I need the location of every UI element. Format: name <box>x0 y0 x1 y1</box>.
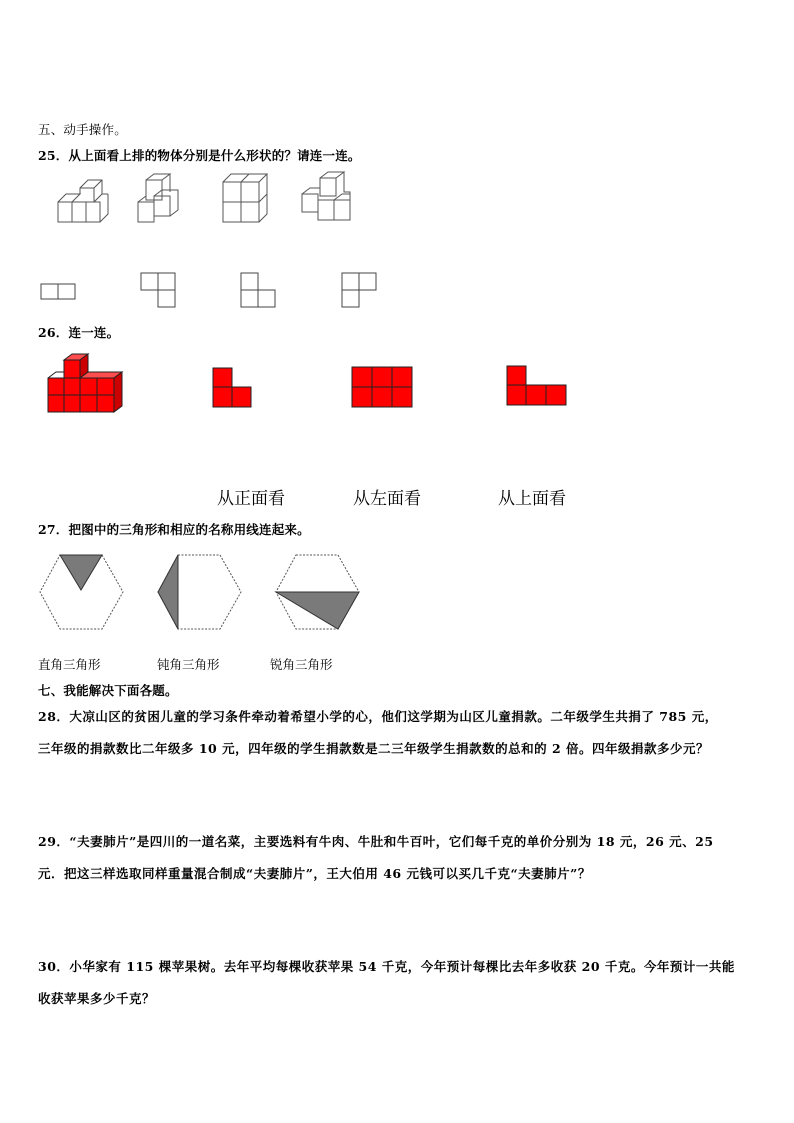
triangle-label-obtuse: 钝角三角形 <box>157 657 220 672</box>
question-29-line-1: 29．“夫妻肺片”是四川的一道名菜，主要选料有牛肉、牛肚和牛百叶，它们每千克的单价分别为 18 元，26 元、25 <box>38 834 714 849</box>
q27-hexagon-figures <box>38 552 368 634</box>
question-30-line-1: 30．小华家有 115 棵苹果树。去年平均每棵收获苹果 54 千克，今年预计每棵比去年多收获 20 千克。今年预计一共能 <box>38 959 735 974</box>
question-27: 27．把图中的三角形和相应的名称用线连起来。 <box>38 522 310 537</box>
question-26: 26．连一连。 <box>38 325 120 340</box>
red-view-block <box>352 367 412 407</box>
view-label-front: 从正面看 <box>217 489 285 509</box>
top-view-1 <box>41 284 75 299</box>
view-label-top: 从上面看 <box>498 489 566 509</box>
hexagon-3 <box>276 555 359 629</box>
cube-figure-2 <box>138 174 178 222</box>
question-29-line-2: 元．把这三样选取同样重量混合制成“夫妻肺片”，王大伯用 46 元钱可以买几千克“夫妻肺片”？ <box>38 866 591 881</box>
section-heading-7: 七、我能解决下面各题。 <box>38 683 178 698</box>
q25-top-views <box>38 270 378 312</box>
question-30-line-2: 收获苹果多少千克？ <box>38 991 156 1006</box>
question-28-line-1: 28．大凉山区的贫困儿童的学习条件牵动着希望小学的心，他们这学期为山区儿童捐款。二年级学生共捐了 785 元， <box>38 709 718 724</box>
q25-cube-figures <box>50 170 370 230</box>
hexagon-1 <box>40 555 123 629</box>
top-view-4 <box>342 273 376 307</box>
triangle-label-right: 直角三角形 <box>38 657 101 672</box>
red-cube-stack-3d <box>48 354 122 412</box>
triangle-label-acute: 锐角三角形 <box>270 657 333 672</box>
top-view-3 <box>241 273 275 307</box>
cube-figure-4 <box>302 172 350 220</box>
question-28-line-2: 三年级的捐款数比二年级多 10 元，四年级的学生捐款数是二三年级学生捐款数的总和的 2 倍。四年级捐款多少元？ <box>38 741 710 756</box>
red-view-l-shape <box>213 368 251 407</box>
question-25: 25．从上面看上排的物体分别是什么形状的？请连一连。 <box>38 148 361 163</box>
hexagon-2 <box>158 555 241 629</box>
cube-figure-3 <box>223 174 267 222</box>
section-heading-5: 五、动手操作。 <box>38 122 127 137</box>
view-label-left: 从左面看 <box>353 489 421 509</box>
q26-red-cube-figures <box>40 352 580 418</box>
top-view-2 <box>141 273 175 307</box>
cube-figure-1 <box>58 180 108 222</box>
red-view-step <box>507 366 566 405</box>
